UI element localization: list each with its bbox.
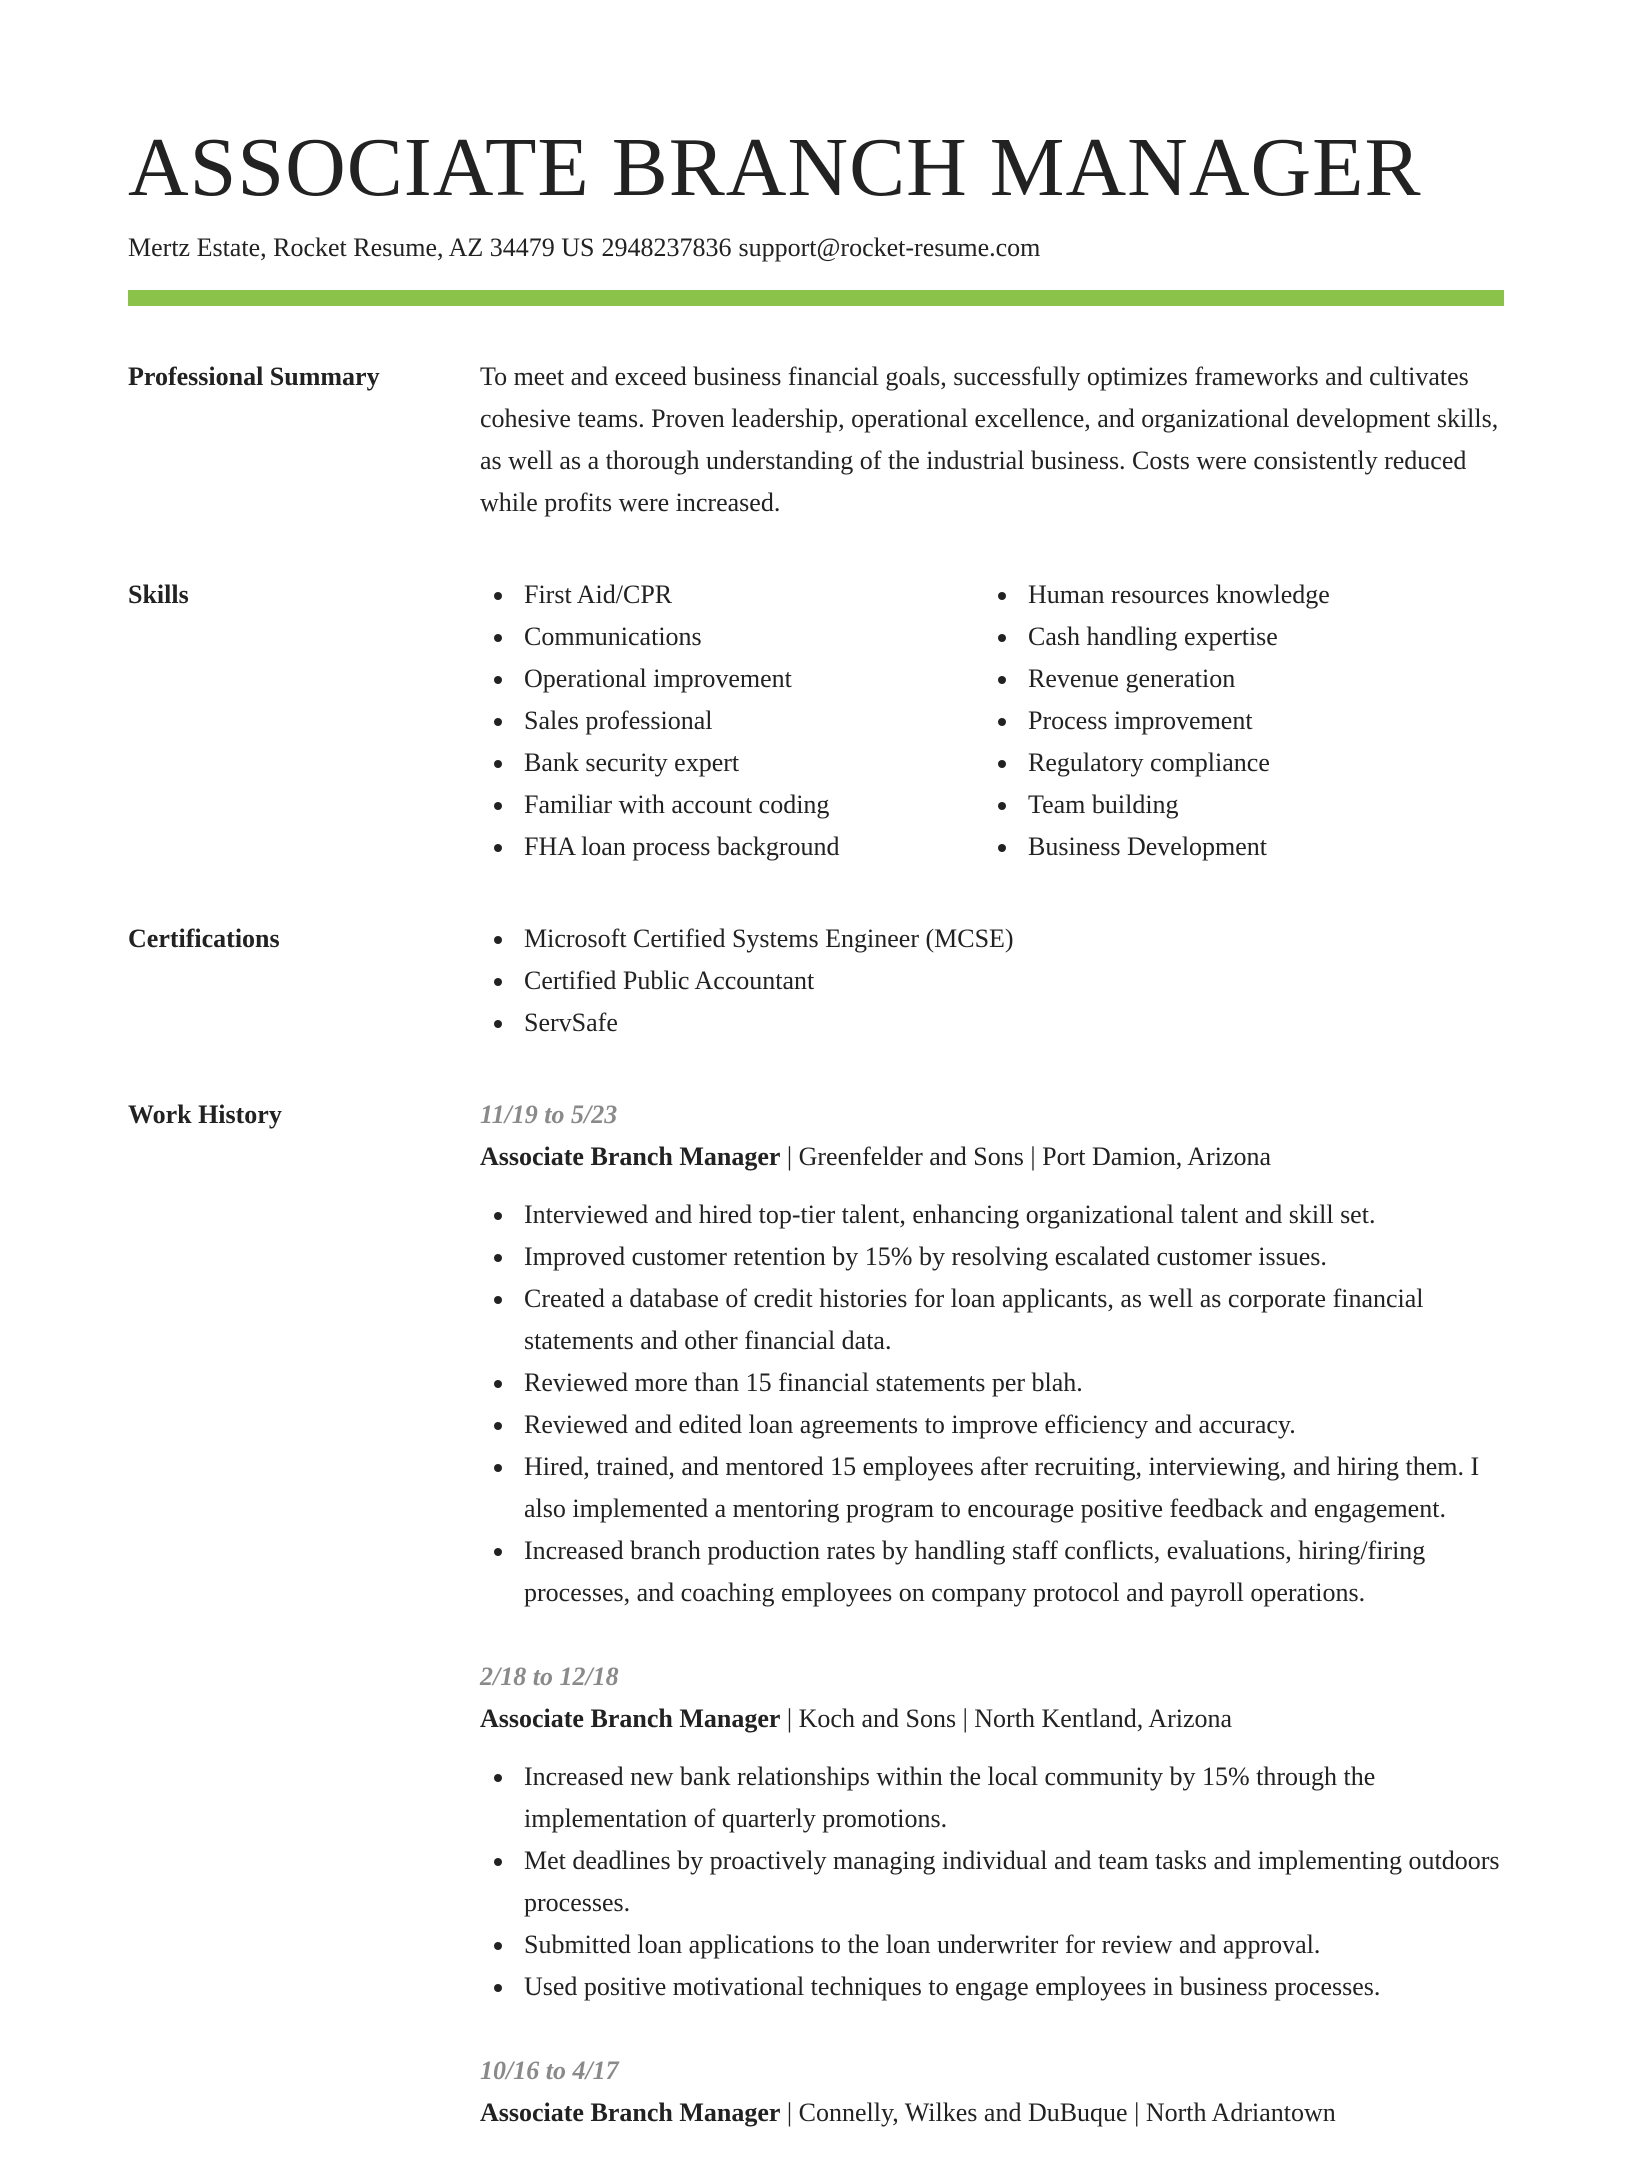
summary-text: To meet and exceed business financial goals, successfully optimizes frameworks and cultivates cohesive teams. Proven leadership, operational excellence, and organizational development skills, as well as a thorough understanding of the industrial business. Costs were consistently reduced while profits were increased. — [480, 362, 1499, 517]
summary-heading: Professional Summary — [128, 362, 380, 391]
certification-item: Microsoft Certified Systems Engineer (MCSE) — [480, 918, 1504, 960]
candidate-title: ASSOCIATE BRANCH MANAGER — [128, 121, 1422, 214]
skills-section — [128, 574, 1504, 868]
certification-item: Certified Public Accountant — [480, 960, 1504, 1002]
skill-item: Operational improvement — [480, 658, 984, 700]
job-dates: 10/16 to 4/17 — [480, 2056, 619, 2085]
job-entry — [480, 2050, 1504, 2134]
job-location: North Adriantown — [1145, 2098, 1336, 2127]
work-history-heading: Work History — [128, 1100, 282, 1129]
skill-item: Team building — [984, 784, 1488, 826]
job-dates: 11/19 to 5/23 — [480, 1100, 618, 1129]
skill-item: Bank security expert — [480, 742, 984, 784]
job-duty-item: Improved customer retention by 15% by resolving escalated customer issues. — [480, 1236, 1504, 1278]
job-duty-item: Reviewed more than 15 financial statements per blah. — [480, 1362, 1504, 1404]
job-duties-list — [480, 1194, 1504, 1614]
skill-item: First Aid/CPR — [480, 574, 984, 616]
certification-item: ServSafe — [480, 1002, 1504, 1044]
certifications-list — [480, 918, 1504, 1044]
skill-item: Revenue generation — [984, 658, 1488, 700]
skill-item: Communications — [480, 616, 984, 658]
job-company: Greenfelder and Sons — [798, 1142, 1024, 1171]
skill-item: Cash handling expertise — [984, 616, 1488, 658]
job-duty-item: Increased new bank relationships within the local community by 15% through the implementation of quarterly promotions. — [480, 1756, 1504, 1840]
job-company: Koch and Sons — [798, 1704, 957, 1733]
job-heading — [480, 1698, 1504, 1740]
job-duty-item: Submitted loan applications to the loan underwriter for review and approval. — [480, 1924, 1504, 1966]
job-duty-item: Increased branch production rates by handling staff conflicts, evaluations, hiring/firing processes, and coaching employees on company protocol and payroll operations. — [480, 1530, 1504, 1614]
job-title: Associate Branch Manager — [480, 1142, 781, 1171]
job-separator: | — [786, 2098, 793, 2127]
job-separator: | — [1030, 1142, 1036, 1171]
job-title: Associate Branch Manager — [480, 2098, 781, 2127]
summary-section — [128, 356, 1504, 524]
contact-phone: 2948237836 — [601, 233, 732, 262]
summary-body — [480, 356, 1504, 524]
job-heading — [480, 2092, 1504, 2134]
job-dates: 2/18 to 12/18 — [480, 1662, 619, 1691]
job-entry — [480, 1656, 1504, 2008]
job-separator: | — [786, 1704, 793, 1733]
job-separator: | — [962, 1704, 968, 1733]
job-heading — [480, 1136, 1504, 1178]
skills-heading: Skills — [128, 580, 189, 609]
contact-email: support@rocket-resume.com — [738, 233, 1041, 262]
contact-line — [128, 230, 1504, 266]
job-duties-list — [480, 1756, 1504, 2008]
header-divider — [128, 290, 1504, 306]
certifications-heading: Certifications — [128, 924, 280, 953]
job-location: North Kentland, Arizona — [974, 1704, 1233, 1733]
job-duty-item: Used positive motivational techniques to engage employees in business processes. — [480, 1966, 1504, 2008]
certifications-body — [480, 918, 1504, 1044]
contact-address: Mertz Estate, Rocket Resume, AZ 34479 US — [128, 233, 595, 262]
skill-item: Familiar with account coding — [480, 784, 984, 826]
job-entry — [480, 1094, 1504, 1614]
work-history-body — [480, 1094, 1504, 2176]
skill-item: Sales professional — [480, 700, 984, 742]
certifications-section — [128, 918, 1504, 1044]
job-duty-item: Created a database of credit histories for loan applicants, as well as corporate financial statements and other financial data. — [480, 1278, 1504, 1362]
job-duty-item: Reviewed and edited loan agreements to improve efficiency and accuracy. — [480, 1404, 1504, 1446]
skill-item: FHA loan process background — [480, 826, 984, 868]
skills-body — [480, 574, 1504, 868]
resume-page — [128, 118, 1504, 2176]
job-location: Port Damion, Arizona — [1042, 1142, 1272, 1171]
job-title: Associate Branch Manager — [480, 1704, 781, 1733]
job-company: Connelly, Wilkes and DuBuque — [798, 2098, 1128, 2127]
skills-list-right — [984, 574, 1488, 868]
skills-list-left — [480, 574, 984, 868]
skill-item: Human resources knowledge — [984, 574, 1488, 616]
skill-item: Regulatory compliance — [984, 742, 1488, 784]
skill-item: Business Development — [984, 826, 1488, 868]
job-separator: | — [1134, 2098, 1140, 2127]
work-history-section — [128, 1094, 1504, 2176]
job-separator: | — [786, 1142, 793, 1171]
job-duty-item: Met deadlines by proactively managing individual and team tasks and implementing outdoors processes. — [480, 1840, 1504, 1924]
skill-item: Process improvement — [984, 700, 1488, 742]
job-duty-item: Interviewed and hired top-tier talent, enhancing organizational talent and skill set. — [480, 1194, 1504, 1236]
job-duty-item: Hired, trained, and mentored 15 employees after recruiting, interviewing, and hiring them. I also implemented a mentoring program to encourage positive feedback and engagement. — [480, 1446, 1504, 1530]
